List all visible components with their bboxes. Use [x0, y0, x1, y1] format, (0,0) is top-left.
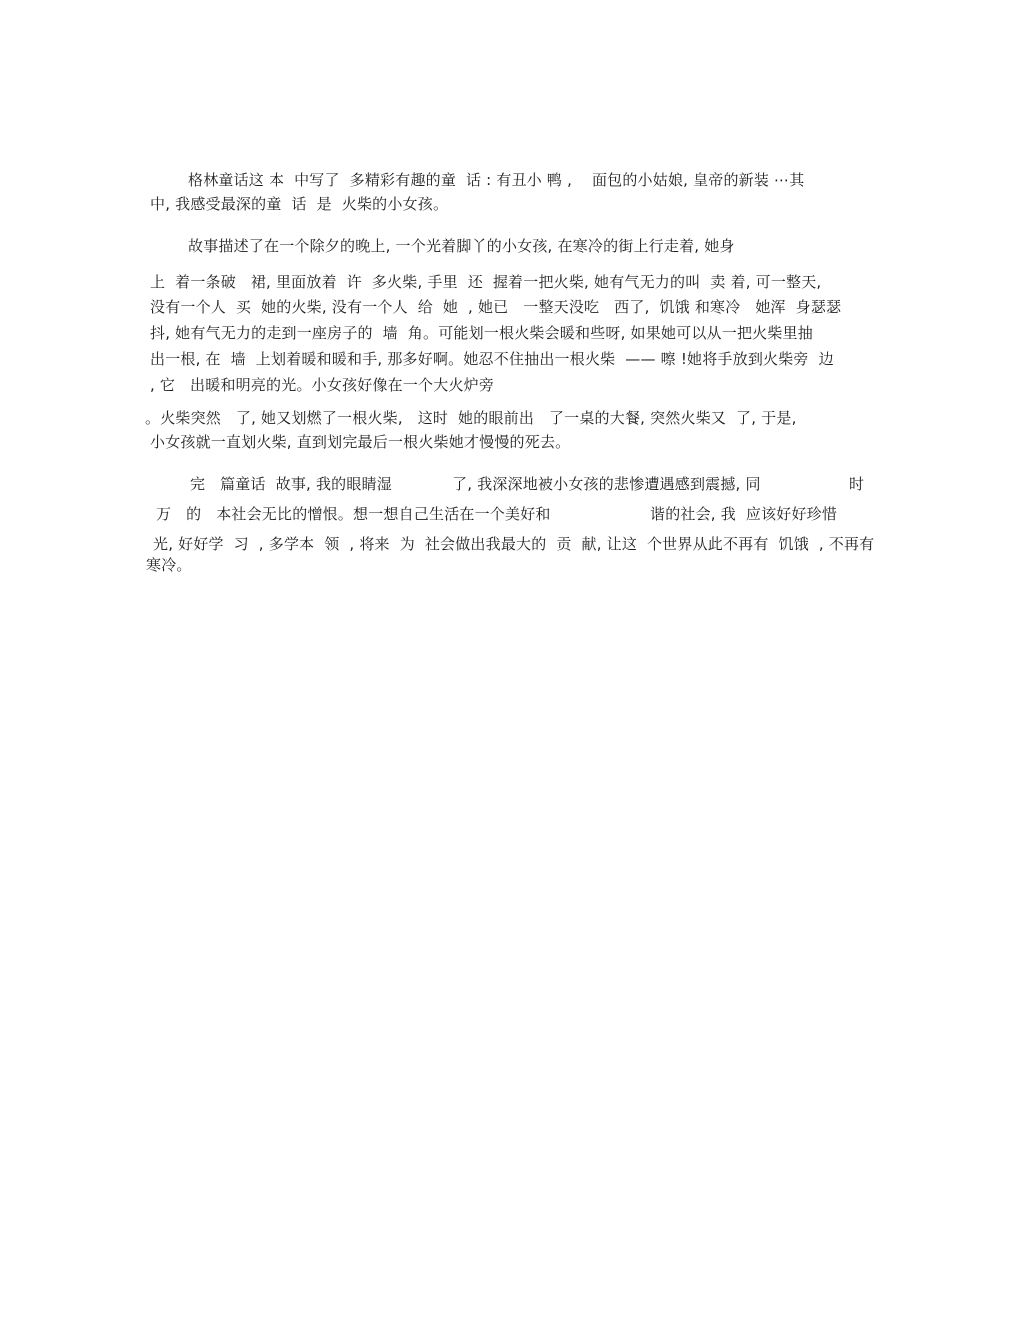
- paragraph-3-line-4: 寒冷。: [146, 556, 192, 574]
- paragraph-2-line-8: 小女孩就一直划火柴, 直到划完最后一根火柴她才慢慢的死去。: [150, 433, 571, 451]
- paragraph-2-line-4: 抖, 她有气无力的走到一座房子的 墙 角。可能划一根火柴会暖和些呀, 如果她可以从一把火柴里抽: [150, 324, 813, 342]
- paragraph-1-line-1: 格林童话这 本 中写了 多精彩有趣的童 话 : 有丑小 鸭 , 面包的小姑娘, 皇帝的新装 ⋯其: [188, 171, 805, 189]
- paragraph-2-line-1: 故事描述了在一个除夕的晚上, 一个光着脚丫的小女孩, 在寒冷的街上行走着, 她身: [188, 237, 735, 255]
- paragraph-3-line-1a: 完 篇童话 故事, 我的眼睛湿: [190, 475, 392, 493]
- paragraph-2-line-3: 没有一个人 买 她的火柴, 没有一个人 给 她 , 她已 一整天没吃 西了, 饥饿 和寒冷 她浑 身瑟瑟: [150, 298, 842, 316]
- paragraph-3-line-2b: 谐的社会, 我 应该好好珍惜: [650, 505, 838, 523]
- paragraph-1-line-2: 中, 我感受最深的童 话 是 火柴的小女孩。: [150, 195, 449, 213]
- paragraph-3-line-1c: 时: [849, 475, 865, 493]
- paragraph-2-line-6: , 它 出暖和明亮的光。小女孩好像在一个大火炉旁: [150, 376, 495, 394]
- paragraph-2-line-2: 上 着一条破 裙, 里面放着 许 多火柴, 手里 还 握着一把火柴, 她有气无力的叫 卖 着, 可一整天,: [150, 273, 822, 291]
- paragraph-3-line-3: 光, 好好学 习 , 多学本 领 , 将来 为 社会做出我最大的 贡 献, 让这 个世界从此不再有 饥饿 , 不再有: [153, 535, 875, 553]
- paragraph-2-line-5: 出一根, 在 墙 上划着暖和暖和手, 那多好啊。她忍不住抽出一根火柴 —— 嚓 !她将手放到火柴旁 边: [150, 350, 834, 368]
- paragraph-2-line-7: 。火柴突然 了, 她又划燃了一根火柴, 这时 她的眼前出 了一桌的大餐, 突然火柴又 了, 于是,: [145, 409, 797, 427]
- paragraph-3-line-1b: 了, 我深深地被小女孩的悲惨遭遇感到震撼, 同: [452, 475, 761, 493]
- paragraph-3-line-2a: 万 的 本社会无比的憎恨。想一想自己生活在一个美好和: [156, 505, 551, 523]
